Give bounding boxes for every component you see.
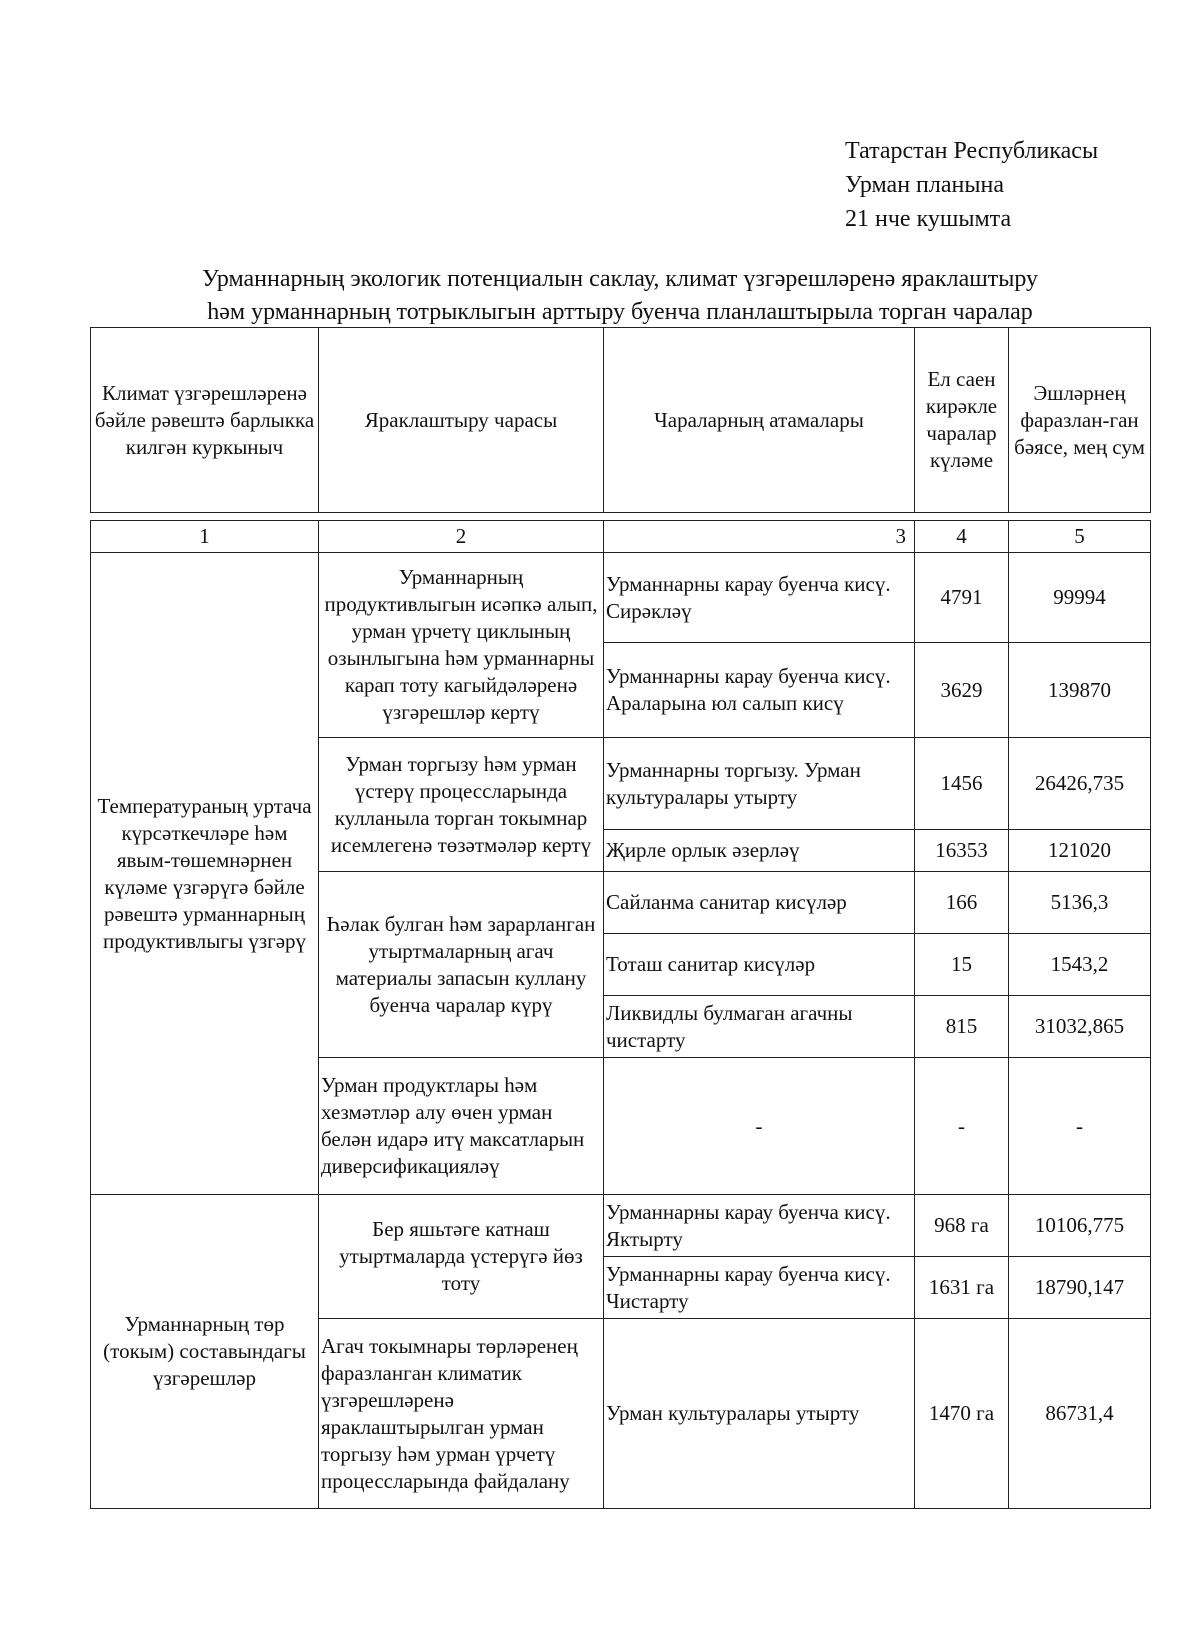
measures-table bbox=[90, 520, 1151, 1509]
header-volume: Ел саен кирәкле чаралар күләме bbox=[915, 328, 1009, 513]
threat-cell: Температураның уртача күрсәткечләре һәм явым-төшемнәрнен күләме үзгәрүгә бәйле рәвештә урманнарның продуктивлыгы үзгәрү bbox=[91, 553, 319, 1195]
annex-line-1: Татарстан Республикасы bbox=[845, 138, 1099, 164]
column-number: 5 bbox=[1009, 521, 1151, 553]
threat-cell: Урманнарның төр (токым) составындагы үзгәрешләр bbox=[91, 1195, 319, 1509]
action-name-cell: Урманнарны карау буенча кисү. Чистарту bbox=[604, 1257, 915, 1319]
cost-cell: 18790,147 bbox=[1009, 1257, 1151, 1319]
header-measure: Яраклаштыру чарасы bbox=[319, 328, 604, 513]
action-name-cell: Тоташ санитар кисүләр bbox=[604, 934, 915, 996]
cost-cell: 99994 bbox=[1009, 553, 1151, 643]
volume-cell: 815 bbox=[915, 996, 1009, 1058]
title-line-1: Урманнарның экологик потенциалын саклау, климат үзгәрешләренә яраклаштыру bbox=[201, 266, 1039, 292]
action-name-cell: Җирле орлык әзерләү bbox=[604, 830, 915, 872]
measure-cell: Агач токымнары төрләренең фаразланган климатик үзгәрешләренә яраклаштырылган урман торгызу һәм урман үрчетү процессларында файдалану bbox=[319, 1319, 604, 1509]
cost-cell: 121020 bbox=[1009, 830, 1151, 872]
volume-cell: 16353 bbox=[915, 830, 1009, 872]
annex-line-3: 21 нче кушымта bbox=[845, 206, 1012, 232]
volume-cell: 4791 bbox=[915, 553, 1009, 643]
volume-cell: 3629 bbox=[915, 643, 1009, 738]
cost-cell: 31032,865 bbox=[1009, 996, 1151, 1058]
cost-cell: - bbox=[1009, 1058, 1151, 1195]
column-number-row bbox=[91, 521, 1151, 553]
cost-cell: 86731,4 bbox=[1009, 1319, 1151, 1509]
measure-cell: Урманнарның продуктивлыгын исәпкә алып, урман үрчетү циклының озынлыгына һәм урманнарны карап тоту кагыйдәләренә үзгәрешләр кертү bbox=[319, 553, 604, 738]
action-name-cell: Урман культуралары утырту bbox=[604, 1319, 915, 1509]
annex-line-2: Урман планына bbox=[845, 172, 1004, 198]
action-name-cell: Ликвидлы булмаган агачны чистарту bbox=[604, 996, 915, 1058]
cost-cell: 1543,2 bbox=[1009, 934, 1151, 996]
table-header bbox=[90, 327, 1151, 513]
header-cost: Эшләрнең фаразлан-ган бәясе, мең сум bbox=[1009, 328, 1151, 513]
annex-note bbox=[845, 134, 1098, 236]
measure-cell: Урман продуктлары һәм хезмәтләр алу өчен урман белән идарә итү максатларын диверсификацияләү bbox=[319, 1058, 604, 1195]
action-name-cell: Урманнарны карау буенча кисү. Араларына юл салып кисү bbox=[604, 643, 915, 738]
cost-cell: 26426,735 bbox=[1009, 738, 1151, 830]
measure-cell: Бер яшьтәге катнаш утыртмаларда үстерүгә йөз тоту bbox=[319, 1195, 604, 1319]
volume-cell: 968 га bbox=[915, 1195, 1009, 1257]
action-name-cell: - bbox=[604, 1058, 915, 1195]
volume-cell: 1470 га bbox=[915, 1319, 1009, 1509]
action-name-cell: Урманнарны торгызу. Урман культуралары утырту bbox=[604, 738, 915, 830]
title-line-2: һәм урманнарның тотрыклыгын арттыру буенча планлаштырыла торган чаралар bbox=[207, 299, 1033, 325]
cost-cell: 139870 bbox=[1009, 643, 1151, 738]
column-number: 2 bbox=[319, 521, 604, 553]
column-number: 4 bbox=[915, 521, 1009, 553]
measure-cell: Урман торгызу һәм урман үстерү процессларында кулланыла торган токымнар исемлегенә төзәтмәләр кертү bbox=[319, 738, 604, 872]
action-name-cell: Урманнарны карау буенча кисү. Яктырту bbox=[604, 1195, 915, 1257]
table-row bbox=[91, 553, 1151, 643]
measure-cell: Һәлак булган һәм зарарланган утыртмаларның агач материалы запасын куллану буенча чаралар күрү bbox=[319, 872, 604, 1058]
volume-cell: 15 bbox=[915, 934, 1009, 996]
cost-cell: 10106,775 bbox=[1009, 1195, 1151, 1257]
header-threat: Климат үзгәрешләренә бәйле рәвештә барлыкка килгән куркыныч bbox=[91, 328, 319, 513]
volume-cell: 1631 га bbox=[915, 1257, 1009, 1319]
volume-cell: 1456 bbox=[915, 738, 1009, 830]
column-number: 3 bbox=[604, 521, 915, 553]
header-action-name: Чараларның атамалары bbox=[604, 328, 915, 513]
cost-cell: 5136,3 bbox=[1009, 872, 1151, 934]
action-name-cell: Урманнарны карау буенча кисү. Сирәкләү bbox=[604, 553, 915, 643]
action-name-cell: Сайланма санитар кисүләр bbox=[604, 872, 915, 934]
table-row bbox=[91, 1195, 1151, 1257]
document-title bbox=[90, 263, 1150, 329]
volume-cell: 166 bbox=[915, 872, 1009, 934]
column-number: 1 bbox=[91, 521, 319, 553]
volume-cell: - bbox=[915, 1058, 1009, 1195]
